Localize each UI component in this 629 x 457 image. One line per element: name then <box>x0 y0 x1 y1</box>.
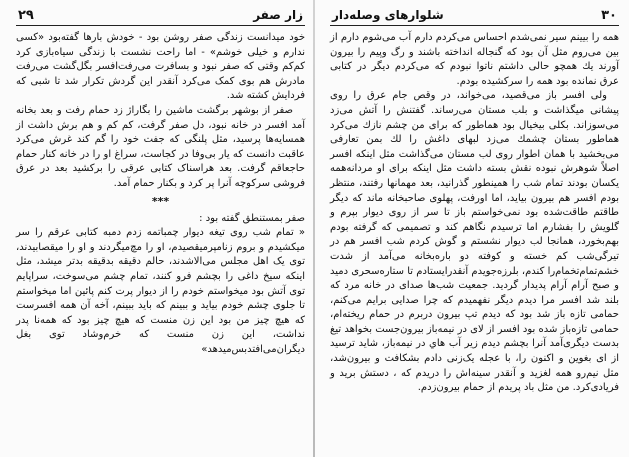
left-paragraph-2: صفر از بوشهر برگشت ماشین را بگاراژ زد حمام رفت و بعد بخانه آمد افسر در خانه نبود، دل صفر گرفت، کم کم و هم برش داشت از همسایه‌ها پرسید، مثل پلنگی که جفت خود را گم کند غرش می‌کرد عاقبت دانست که یار بی‌وفا در کجاست، سراغ او را در خانه کنار حمام حاجعاقم گرفت. بعد هراسناک کتابی عرقی را برکشید بعد در عرق فروشی سرکوچه آنرا پر کرد و بکنار حمام آمد. <box>16 104 305 189</box>
left-quote-intro: صفر بمستنطق گفته بود : <box>199 212 305 224</box>
section-divider: *** <box>151 194 170 208</box>
left-page <box>16 8 305 448</box>
left-page-header <box>16 8 305 26</box>
right-paragraph-1: همه را بیینم سیر نمی‌شدم احساس می‌کردم دارم آب می‌شوم دارم از بین می‌روم مثل آن بود که گنجاله انداخته باشند و رگ وپیم را بیرون آورند یك همچو حالی داشتم ناتوا نبودم که می‌کردم دیگر در کتابی عرق نمانده بود همه را سرکشیده بودم. <box>330 32 619 87</box>
right-paragraph-2: ولی افسر باز می‌قصید، می‌خواند، در وقص جام عرق را روی پیشانی میگذاشت و بلب مستان می‌رساند. گفتنش را آتش می‌زد می‌سوزاند. بکلی بیخیال بود هماطور که برای من چشم نازك می‌کرد هماطور بستان چشمك می‌زد لبهای داغش را لك بمن تعارفی می‌بخشید با همان اطوار روی لب مستان می‌گذاشت مثل اینکه افسر اصلاً شوهرش نبوده نقش بسته داشت مثل اینکه برای او مردانه‌همه یکسان بودند تمام شب را همینطور گذرانید، بعد مهمانها رفتند، منتظر بودم افسر هم بیرون بیاید، اما اورفت، پهلوی صاحبخانه ماند که دیگر طاقتم طاقت‌شده بود نمی‌خواستم باز تا سر از روی دیوار بپرم و گلویش را بفشارم اما ترسیدم نگاهم کند و تصمیمی که گرفته بودم بهم‌بخورد، همانجا لب دیوار نشستم و گوش کردم شب افسر هم در تیرگی‌شب کم خسته و کوفته دو باره‌بخانه می‌آمد از شدت خشم‌تمام‌تخمام‌را کندم، بلرزه‌جویدم آنقدرایستادم تا ستاره‌سحری دمید و صبح آرام آرام پدیدار گردید. جمعیت شب‌ها صدای در خانه مرد که بلند شد افسر مرا دیدم دیگر نفهمیدم که چرا صدایی برایم می‌کنم، حمامی تازه باز شد بود که دیدم تپ بیرون دربرم در حمام ریخته‌ام، حمامی تازه‌باز شده بود افسر از لای در نیمه‌باز بیرون‌جست بخواهد تیغ بدست دیگری‌آمد آنرا بچشم دیدم زیر آب هاي در نیمه‌باز، شاید ترسید از ای بغوین و اکنون را، با عجله یک‌زنی دادم بشکافت و بیرون‌شد، مثل نیم‌رو همه لغزید و آنقدر سینه‌اش را دریدم که ، دستش برید و فریادی‌کرد. من مثل باد پریدم از حمام بیرون‌زدم. <box>330 90 619 394</box>
right-page <box>330 8 619 448</box>
left-running-title: زار صفر <box>253 8 303 22</box>
left-page-number: ۲۹ <box>18 8 34 23</box>
book-gutter <box>313 0 315 457</box>
left-paragraph-1: خود میدانست زندگی صفر روشن بود - خودش بارها گفته‌بود «کسی ندارم و خیلی خوشم» - اما راحت نشست با زندگی سیاه‌بازی کرد کم‌کم وقتی که صفر نبود و بسافرت می‌رفت‌افسر بگل‌گشت می‌رفت مادرش هم بوی کمک می‌کرد آنقدر این گردش تکرار شد تا شبی که فردایش کشته شد. <box>16 32 305 102</box>
right-running-title: شلوارهای وصله‌دار <box>332 8 444 22</box>
left-paragraph-3: « تمام شب روی تیغه دیوار چمباتمه زدم دمبه کتابی عرقم را سر میکشیدم و بروم زنامپرمیقصیدم، او را مچ‌میگردند و او را میقصابیدند، توی یک اهل مجلس می‌الاشدند، حالم دقیقه بدقیقه بدتر میشد، مثل اینکه سیخ داغی را بچشم فرو کنند، تمام چشم می‌سوخت، سراپایم توی آتش بود میخواستم خودم را از دیوار پرت کنم پائین اما میخواستم تا جلوی چشم خودم بیاید و ببینم که باید ببینم، آخه آن همه افسرست که هیچ چیز من بود این زن منست که هیچ چیز بود که همه‌نا پدر نداشت، این زن منست که خرم‌وشاد توی بغل دیگران‌می‌افتدبس‌میدهد» <box>16 227 305 355</box>
right-page-number: ۳۰ <box>601 8 617 23</box>
right-page-header <box>330 8 619 26</box>
